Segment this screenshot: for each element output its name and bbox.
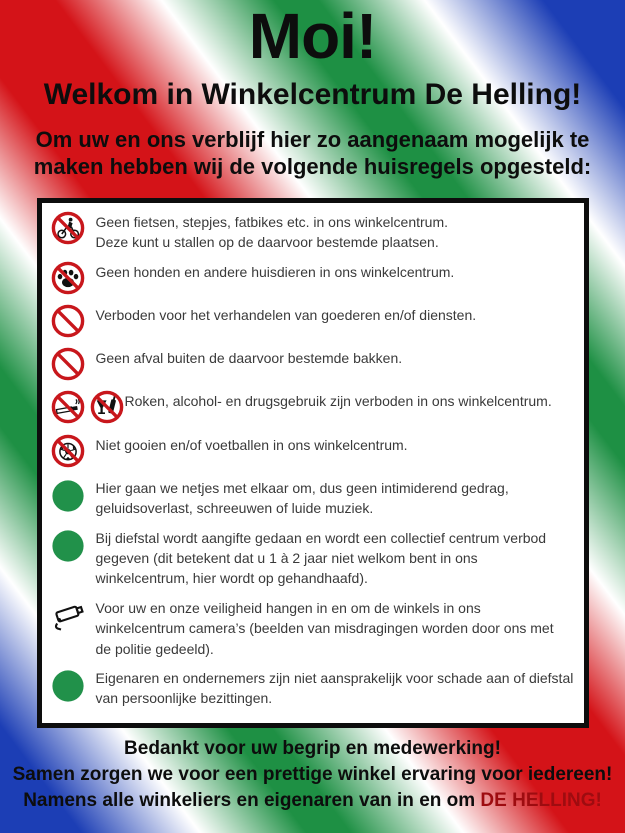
footer-thanks: Bedankt voor uw begrip en medewerking! bbox=[124, 737, 501, 759]
rule-text: Niet gooien en/of voetballen in ons winkelcentrum. bbox=[95, 436, 408, 453]
rule-text: Bij diefstal wordt aangifte gedaan en wordt een collectief centrum verbod gegeven (dit betekent dat u 1 à 2 jaar niet welkom bent in ons winkelcentrum, hier wordt op gehandhaafd). bbox=[95, 529, 547, 587]
rule-row-liability bbox=[50, 667, 578, 709]
prohibition-icon bbox=[50, 303, 86, 339]
rule-text: Geen fietsen, stepjes, fatbikes etc. in ons winkelcentrum. Deze kunt u stallen op de daarvoor bestemde plaatsen. bbox=[95, 213, 449, 251]
rule-text: Hier gaan we netjes met elkaar om, dus geen intimiderend gedrag, geluidsoverlast, schreeuwen of luide muziek. bbox=[95, 479, 509, 517]
green-circle-icon bbox=[50, 478, 86, 514]
rule-row-pets bbox=[50, 261, 578, 296]
poster-intro: Om uw en ons verblijf hier zo aangenaam mogelijk te maken hebben wij de volgende huisregels opgesteld: bbox=[33, 127, 592, 179]
footer-together: Samen zorgen we voor een prettige winkel ervaring voor iedereen! bbox=[12, 763, 613, 785]
footer-highlight: DE HELLING! bbox=[480, 790, 602, 812]
poster-footer bbox=[0, 736, 625, 815]
rule-text: Geen honden en andere huisdieren in ons winkelcentrum. bbox=[95, 263, 455, 280]
green-circle-icon bbox=[50, 668, 86, 704]
prohibition-icon bbox=[50, 346, 86, 382]
rule-row-football bbox=[50, 434, 578, 469]
rule-text: Eigenaren en ondernemers zijn niet aansprakelijk voor schade aan of diefstal van persoonlijke bezittingen. bbox=[95, 670, 574, 707]
green-circle-icon bbox=[50, 528, 86, 564]
rule-text: Geen afval buiten de daarvoor bestemde bakken. bbox=[95, 350, 403, 367]
rule-row-litter bbox=[50, 347, 578, 382]
rule-row-trading bbox=[50, 304, 578, 339]
security-camera-icon bbox=[50, 599, 90, 633]
rule-row-cameras bbox=[50, 597, 578, 659]
no-alcohol-icon bbox=[89, 389, 125, 425]
footer-signature bbox=[0, 788, 625, 814]
rule-text: Verboden voor het verhandelen van goederen en/of diensten. bbox=[95, 306, 477, 323]
rule-row-behaviour bbox=[50, 477, 578, 519]
no-smoking-icon bbox=[50, 389, 86, 425]
rule-row-smoking-alcohol bbox=[50, 390, 578, 425]
no-bicycle-icon bbox=[50, 210, 86, 246]
no-pets-icon bbox=[50, 260, 86, 296]
rule-text: Roken, alcohol- en drugsgebruik zijn verboden in ons winkelcentrum. bbox=[124, 393, 552, 410]
rule-row-bicycles bbox=[50, 211, 578, 253]
rules-box bbox=[37, 198, 589, 728]
poster-welcome-title: Welkom in Winkelcentrum De Helling! bbox=[43, 78, 582, 112]
rule-row-theft bbox=[50, 527, 578, 589]
footer-signature-prefix: Namens alle winkeliers en eigenaren van in en om bbox=[23, 790, 481, 812]
poster-greeting: Moi! bbox=[248, 0, 377, 72]
no-football-icon bbox=[50, 433, 86, 469]
rule-text: Voor uw en onze veiligheid hangen in en om de winkels in ons winkelcentrum camera’s (beelden van misdragingen worden door ons met de politie gedeeld). bbox=[95, 599, 554, 657]
